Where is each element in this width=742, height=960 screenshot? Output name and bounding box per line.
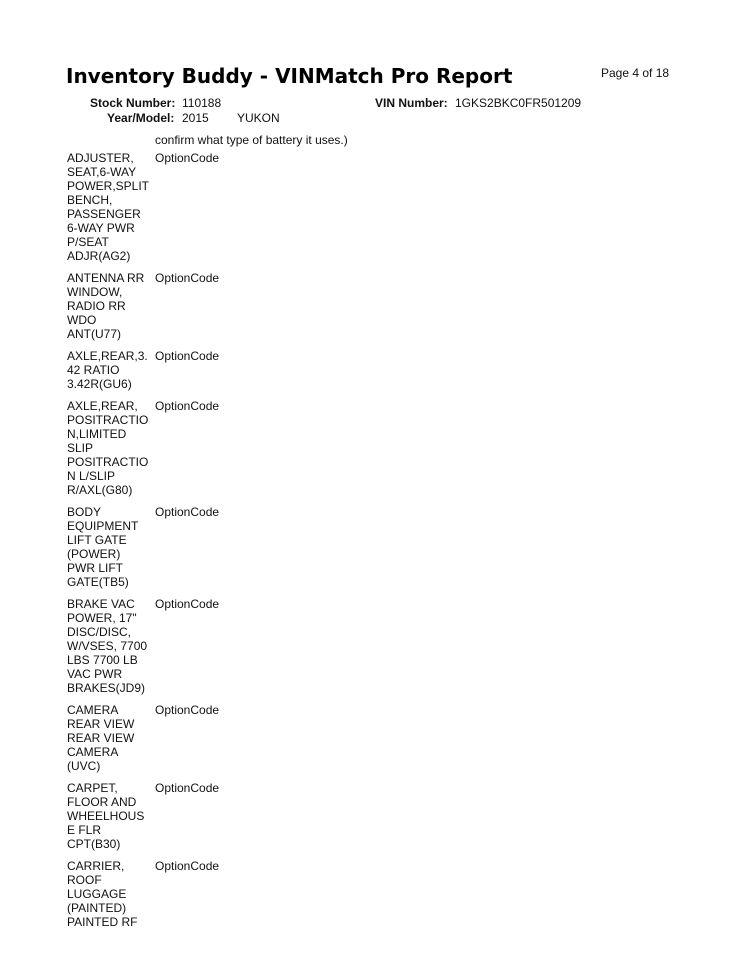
option-description: CARRIER, ROOF LUGGAGE (PAINTED) PAINTED RF: [67, 859, 138, 929]
option-description: CAMERA REAR VIEW REAR VIEW CAMERA (UVC): [67, 703, 135, 773]
option-description: AXLE,REAR,3. 42 RATIO 3.42R(GU6): [67, 349, 148, 391]
model-value: YUKON: [237, 111, 280, 125]
stock-number-label: Stock Number:: [90, 96, 176, 110]
option-description: CARPET, FLOOR AND WHEELHOUS E FLR CPT(B30): [67, 781, 145, 851]
vin-number-label: VIN Number:: [375, 96, 448, 110]
option-description: ANTENNA RR WINDOW, RADIO RR WDO ANT(U77): [67, 271, 145, 341]
continued-text: confirm what type of battery it uses.): [155, 133, 348, 147]
option-row: [67, 349, 347, 391]
option-description: BRAKE VAC POWER, 17" DISC/DISC, W/VSES, 7700 LBS 7700 LB VAC PWR BRAKES(JD9): [67, 597, 148, 695]
option-row: [67, 703, 347, 773]
option-type: OptionCode: [155, 505, 220, 519]
option-type: OptionCode: [155, 859, 220, 873]
page-number: Page 4 of 18: [601, 66, 670, 80]
option-type: OptionCode: [155, 781, 220, 795]
option-row: [67, 151, 347, 263]
option-row: [67, 781, 347, 851]
option-description: AXLE,REAR, POSITRACTIO N,LIMITED SLIP POSITRACTIO N L/SLIP R/AXL(G80): [67, 399, 149, 497]
option-type: OptionCode: [155, 349, 220, 363]
option-type: OptionCode: [155, 399, 220, 413]
option-row: [67, 505, 347, 589]
option-type: OptionCode: [155, 703, 220, 717]
report-title: Inventory Buddy - VINMatch Pro Report: [66, 64, 513, 88]
year-value: 2015: [182, 111, 209, 125]
vin-number-value: 1GKS2BKC0FR501209: [455, 96, 582, 110]
option-row: [67, 271, 347, 341]
option-type: OptionCode: [155, 151, 220, 165]
option-description: ADJUSTER, SEAT,6-WAY POWER,SPLIT BENCH, PASSENGER 6-WAY PWR P/SEAT ADJR(AG2): [67, 151, 150, 263]
option-type: OptionCode: [155, 271, 220, 285]
option-type: OptionCode: [155, 597, 220, 611]
option-row: [67, 859, 347, 929]
option-description: BODY EQUIPMENT LIFT GATE (POWER) PWR LIFT GATE(TB5): [67, 505, 139, 589]
year-model-label: Year/Model:: [107, 111, 175, 125]
stock-number-value: 110188: [182, 96, 222, 110]
option-row: [67, 399, 347, 497]
option-row: [67, 597, 347, 695]
option-list: [67, 151, 347, 937]
